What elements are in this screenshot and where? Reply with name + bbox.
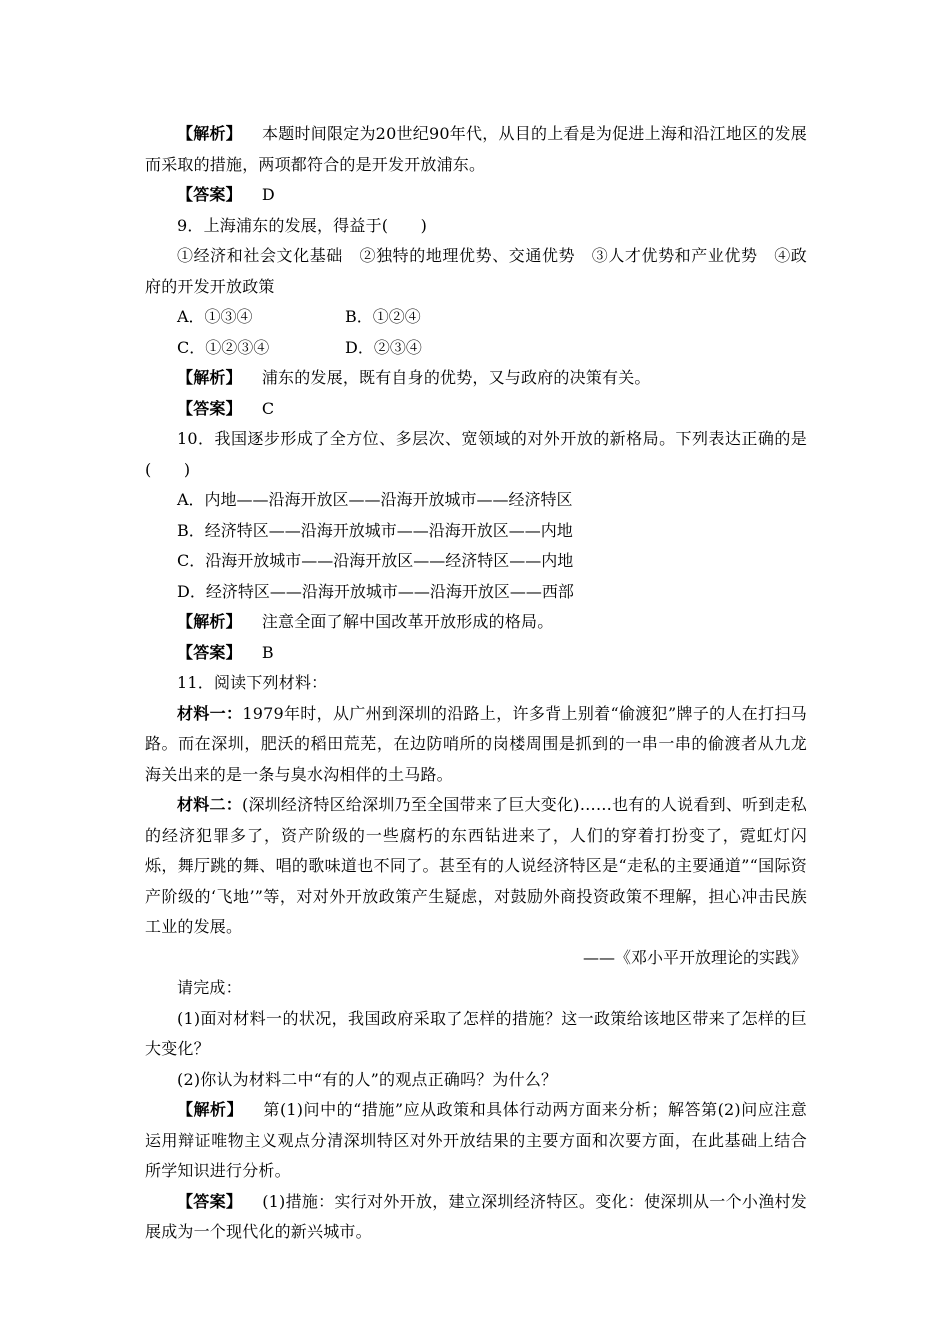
option-a: A．内地——沿海开放区——沿海开放城市——经济特区 — [177, 490, 573, 509]
analysis-text: 浦东的发展，既有自身的优势，又与政府的决策有关。 — [261, 368, 651, 387]
question-9: 9．上海浦东的发展，得益于( ) — [177, 215, 428, 235]
analysis-paragraph — [145, 363, 807, 394]
question-9-statements: ①经济和社会文化基础 ②独特的地理优势、交通优势 ③人才优势和产业优势 ④政府的开发开放政策 — [145, 246, 807, 296]
analysis-text: 注意全面了解中国改革开放形成的格局。 — [261, 612, 554, 631]
option-d: D．经济特区——沿海开放城市——沿海开放区——西部 — [177, 581, 574, 601]
analysis-paragraph — [145, 607, 807, 638]
analysis-paragraph — [145, 1095, 807, 1187]
analysis-text: 第(1)问中的“措施”应从政策和具体行动两方面来分析；解答第(2)问应注意运用辩证唯物主义观点分清深圳特区对外开放结果的主要方面和次要方面，在此基础上结合所学知识进行分析。 — [145, 1100, 807, 1180]
material-text: 1979年时，从广州到深圳的沿路上，许多背上别着“偷渡犯”牌子的人在打扫马路。而在深圳，肥沃的稻田荒芜，在边防哨所的岗楼周围是抓到的一串一串的偷渡者从九龙海关出来的是一条与臭水沟相伴的土马路。 — [145, 703, 807, 784]
option-b: B．经济特区——沿海开放城市——沿海开放区——内地 — [177, 520, 573, 540]
analysis-label: 【解析】 — [177, 124, 242, 143]
sub-question-2: (2)你认为材料二中“有的人”的观点正确吗？为什么？ — [177, 1069, 558, 1089]
material-label: 材料二： — [177, 795, 242, 814]
options-row — [145, 302, 807, 333]
question-11: 11．阅读下列材料： — [177, 673, 328, 692]
answer-paragraph — [145, 638, 807, 669]
answer-label: 【答案】 — [177, 185, 242, 204]
analysis-text: 本题时间限定为20世纪90年代，从目的上看是为促进上海和沿江地区的发展而采取的措施，两项都符合的是开发开放浦东。 — [145, 124, 807, 174]
answer-paragraph — [145, 180, 807, 211]
analysis-label: 【解析】 — [177, 368, 242, 387]
material-two — [145, 790, 807, 943]
answer-text: D — [261, 185, 275, 204]
analysis-paragraph — [145, 119, 807, 180]
option-c: C．①②③④ — [177, 337, 270, 357]
sub-question-1: (1)面对材料一的状况，我国政府采取了怎样的措施？这一政策给该地区带来了怎样的巨大变化？ — [145, 1008, 807, 1058]
question-10: 10．我国逐步形成了全方位、多层次、宽领域的对外开放的新格局。下列表达正确的是( ) — [145, 429, 807, 479]
material-label: 材料一： — [177, 703, 243, 723]
answer-label: 【答案】 — [177, 642, 242, 662]
answer-text: (1)措施：实行对外开放，建立深圳经济特区。变化：使深圳从一个小渔村发展成为一个现代化的新兴城市。 — [145, 1191, 807, 1241]
answer-text: B — [261, 642, 274, 662]
answer-text: C — [261, 398, 275, 418]
material-text: (深圳经济特区给深圳乃至全国带来了巨大变化)……也有的人说看到、听到走私的经济犯罪多了，资产阶级的一些腐朽的东西钻进来了，人们的穿着打扮变了，霓虹灯闪烁，舞厅跳的舞、唱的歌味道也不同了。甚至有的人说经济特区是“走私的主要通道”“国际资产阶级的‘飞地’”等，对对外开放政策产生疑虑，对鼓励外商投资政策不理解，担心冲击民族工业的发展。 — [145, 795, 807, 936]
analysis-label: 【解析】 — [177, 1100, 244, 1119]
answer-paragraph — [145, 1187, 807, 1248]
instruction: 请完成： — [177, 978, 242, 997]
source-citation: ——《邓小平开放理论的实践》 — [582, 947, 807, 967]
answer-label: 【答案】 — [177, 398, 242, 418]
option-d: D．②③④ — [345, 337, 422, 357]
option-a: A．①③④ — [177, 307, 253, 326]
answer-label: 【答案】 — [177, 1191, 243, 1211]
document-page — [145, 119, 807, 1248]
answer-paragraph — [145, 394, 807, 425]
options-row — [145, 333, 807, 364]
material-one — [145, 699, 807, 791]
option-b: B．①②④ — [345, 307, 421, 326]
option-c: C．沿海开放城市——沿海开放区——经济特区——内地 — [177, 551, 574, 570]
analysis-label: 【解析】 — [177, 612, 242, 631]
